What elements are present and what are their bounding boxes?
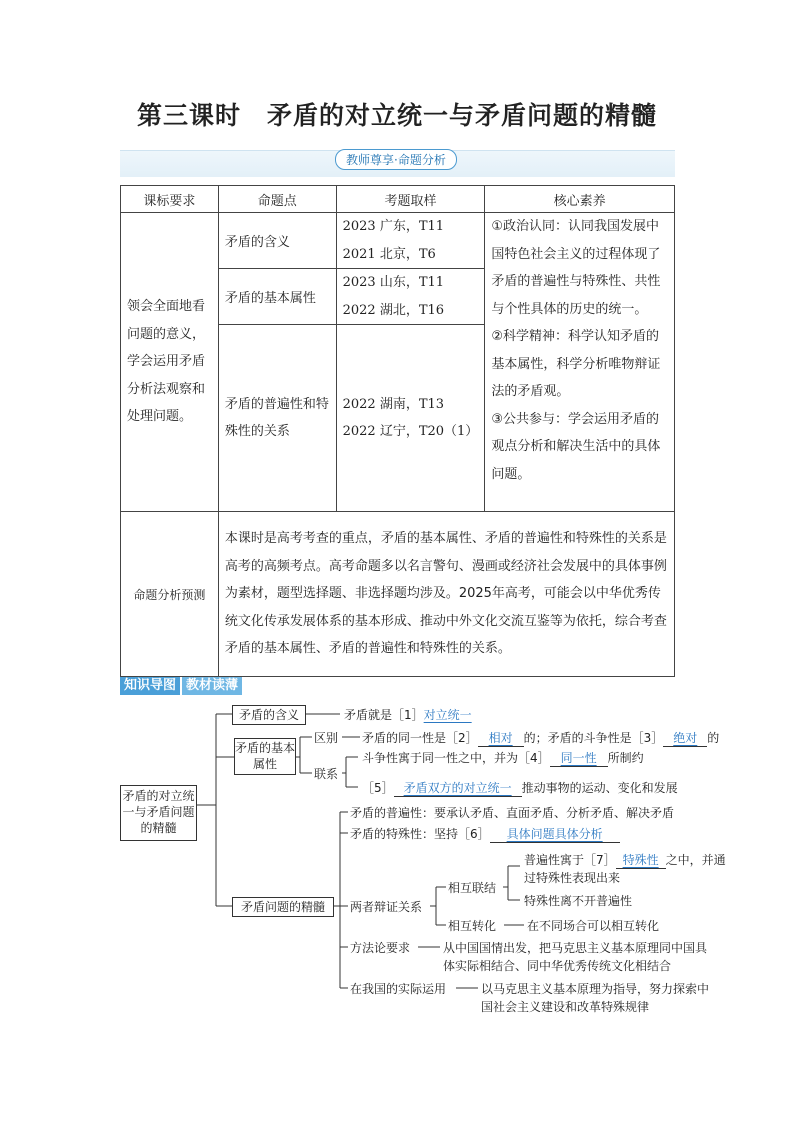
link-label: 联系 [314,767,339,781]
method-line-2: 体实际相结合、同中华优秀传统文化相结合 [443,959,672,973]
method-line-1: 从中国国情出发，把马克思主义基本原理同中国具 [443,941,708,955]
header-sample: 考题取样 [336,186,485,213]
answer-6: 具体问题具体分析 [506,827,603,841]
meaning-box: 矛盾的含义 [232,705,306,725]
mindmap-root: 矛盾的对立统一与矛盾问题的精髓 [120,785,197,841]
sample-line: 2023 山东，T11 [342,275,445,290]
page-title: 第三课时 矛盾的对立统一与矛盾问题的精髓 [136,101,657,130]
application-line-2: 国社会主义建设和改革特殊规律 [481,1000,650,1014]
answer-7: 特殊性 [622,853,659,867]
meaning-line: 矛盾就是［1］对立统一 [344,708,472,722]
application-line-1: 以马克思主义基本原理为指导，努力探索中 [481,982,710,996]
answer-5: 矛盾双方的对立统一 [403,781,512,795]
dialectic-label: 两者辩证关系 [350,900,423,914]
sample-line: 2021 北京，T6 [342,246,436,262]
header-requirement: 课标要求 [121,186,219,213]
sample-line: 2022 湖北，T16 [342,302,445,318]
literacy-item: ③公共参与：学会运用矛盾的观点分析和解决生活中的具体问题。 [491,411,661,482]
point-cell: 矛盾的基本属性 [218,269,336,325]
literacy-item: ②科学精神：科学认知矛盾的基本属性，科学分析唯物辩证法的矛盾观。 [491,329,661,399]
universality-line: 矛盾的普遍性：要承认矛盾、直面矛盾、分析矛盾、解决矛盾 [350,806,675,820]
tab-knowledge-map: 知识导图 [120,677,180,695]
mutual-link-line-2: 过特殊性表现出来 [524,871,621,885]
answer-3: 绝对 [673,731,698,745]
sample-line: 2022 湖南，T13 [342,396,445,412]
point-cell: 矛盾的普遍性和特殊性的关系 [218,325,336,512]
literacy-item: ①政治认同：认同我国发展中国特色社会主义的过程体现了矛盾的普遍性与特殊性、共性与个性具体的历史的统一。 [491,219,661,317]
link-line-2: ［5］ 矛盾双方的对立统一 推动事物的运动、变化和发展 [362,781,678,795]
mutual-link-line-3: 特殊性离不开普遍性 [524,894,633,908]
method-label: 方法论要求 [350,941,411,955]
essence-box: 矛盾问题的精髓 [232,897,334,917]
answer-1: 对立统一 [423,708,472,722]
particularity-line: 矛盾的特殊性：坚持［6］ 具体问题具体分析 [350,825,620,843]
answer-4: 同一性 [560,751,597,765]
mutual-link-label: 相互联结 [448,881,497,895]
application-label: 在我国的实际运用 [350,982,447,996]
sample-line: 2023 广东，T11 [342,219,445,234]
tab-textbook: 教材读薄 [182,677,242,695]
answer-2: 相对 [488,731,513,745]
difference-line: 矛盾的同一性是［2］ 相对 的；矛盾的斗争性是［3］ 绝对 的 [362,731,720,745]
header-literacy: 核心素养 [485,186,675,213]
link-line-1: 斗争性寓于同一性之中，并为［4］ 同一性 所制约 [362,751,644,765]
header-point: 命题点 [218,186,336,213]
mutual-trans-line: 在不同场合可以相互转化 [527,919,660,933]
mutual-link-line-1: 普遍性寓于［7］ 特殊性 之中，并通 [524,853,726,867]
requirement-cell: 领会全面地看问题的意义，学会运用矛盾分析法观察和处理问题。 [121,213,219,512]
banner-label: 教师尊享·命题分析 [335,149,457,170]
point-cell: 矛盾的含义 [218,213,336,269]
mutual-trans-label: 相互转化 [448,919,497,933]
difference-label: 区别 [314,731,339,745]
attribute-box: 矛盾的基本属性 [234,738,296,775]
sample-line: 2022 辽宁，T20（1） [342,424,479,439]
prediction-text: 本课时是高考考查的重点，矛盾的基本属性、矛盾的普遍性和特殊性的关系是高考的高频考点。高考命题多以名言警句、漫画或经济社会发展中的具体事例为素材，题型选择题、非选择题均涉及。2025年高考，可能会以中华优秀传统文化传承发展体系的基本形成、推动中外文化交流互鉴等为依托，综合考查矛盾的基本属性、矛盾的普遍性和特殊性的关系。 [218,512,674,677]
prediction-label: 命题分析预测 [121,512,219,677]
